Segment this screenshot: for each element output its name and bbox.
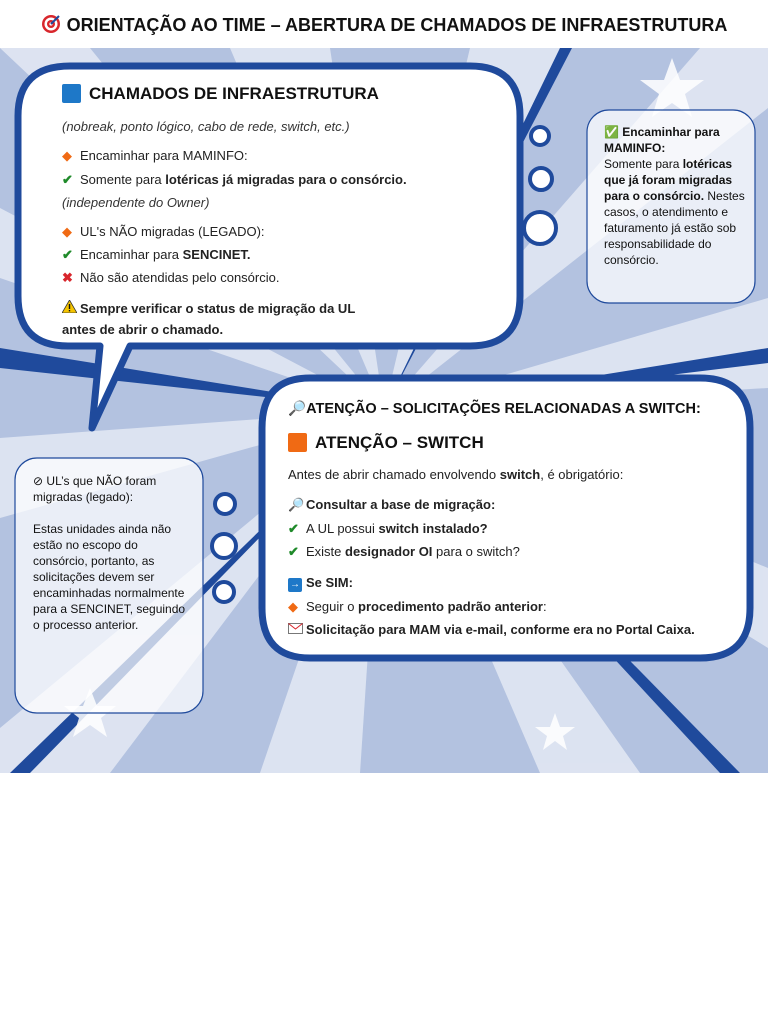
switch-heading: 🔎ATENÇÃO – SOLICITAÇÕES RELACIONADAS A SWITCH: [288,401,701,417]
not-served-line: ✖ Não são atendidas pelo consórcio. [62,270,280,285]
page-title [0,14,768,39]
step-line: ◆ Seguir o procedimento padrão anterior: [288,599,547,614]
title-text: ORIENTAÇÃO AO TIME – ABERTURA DE CHAMADOS DE INFRAESTRUTURA [66,15,728,35]
owner-line: (independente do Owner) [62,195,210,210]
switch-title: ATENÇÃO – SWITCH [288,433,484,453]
arrow-right-icon: → [290,579,300,590]
orange-diamond-icon: ◆ [62,224,72,239]
orange-square-icon [288,433,307,452]
maminfo-note: ✅ Encaminhar para MAMINFO: Somente para lotéricas que já foram migradas para o consórcio. Nestes casos, o atendimento e faturamento já estão sob responsabilidade do consórcio. [604,125,745,267]
check-icon: ✔ [62,172,73,187]
warning-line-2: antes de abrir o chamado. [62,322,224,337]
loterica-line: ✔ Somente para lotéricas já migradas para o consórcio. [62,172,407,187]
prohibited-icon: ⊘ [33,474,44,488]
question-designador: ✔ Existe designador OI para o switch? [288,544,520,559]
infra-subtitle: (nobreak, ponto lógico, cabo de rede, switch, etc.) [62,119,350,134]
if-yes-line: → Se SIM: [290,575,353,590]
infra-title: CHAMADOS DE INFRAESTRUTURA [62,84,379,104]
check-base-line: 🔎 Consultar a base de migração: [288,497,496,512]
orange-diamond-icon: ◆ [62,148,72,163]
checkmark-icon: ✅ [604,125,619,139]
check-icon: ✔ [62,247,73,262]
request-line: Solicitação para MAM via e-mail, conforme era no Portal Caixa. [288,622,695,637]
warning-line: Sempre verificar o status de migração da UL [62,300,355,316]
magnifier-icon: 🔎 [288,401,307,417]
magnifier-icon: 🔎 [288,497,305,512]
target-icon [41,14,61,39]
check-icon: ✔ [288,544,299,559]
cross-icon: ✖ [62,270,73,285]
sencinet-line: ✔ Encaminhar para SENCINET. [62,247,251,262]
legacy-line: ◆ UL's NÃO migradas (LEGADO): [62,224,265,239]
legacy-note: ⊘ UL’s que NÃO foram migradas (legado): Estas unidades ainda não estão no escopo do consórcio, portanto, as solicitações devem ser encaminhadas normalmente para a SENCINET, seguindo o processo anterior. [33,474,186,632]
envelope-icon [288,622,306,637]
question-switch: ✔ A UL possui switch instalado? [288,521,488,536]
check-icon: ✔ [288,521,299,536]
orange-diamond-icon: ◆ [288,599,298,614]
maminfo-line: ◆ Encaminhar para MAMINFO: [62,148,248,163]
warning-icon [62,300,80,316]
blue-square-icon [62,84,81,103]
switch-intro: Antes de abrir chamado envolvendo switch, é obrigatório: [288,467,624,482]
